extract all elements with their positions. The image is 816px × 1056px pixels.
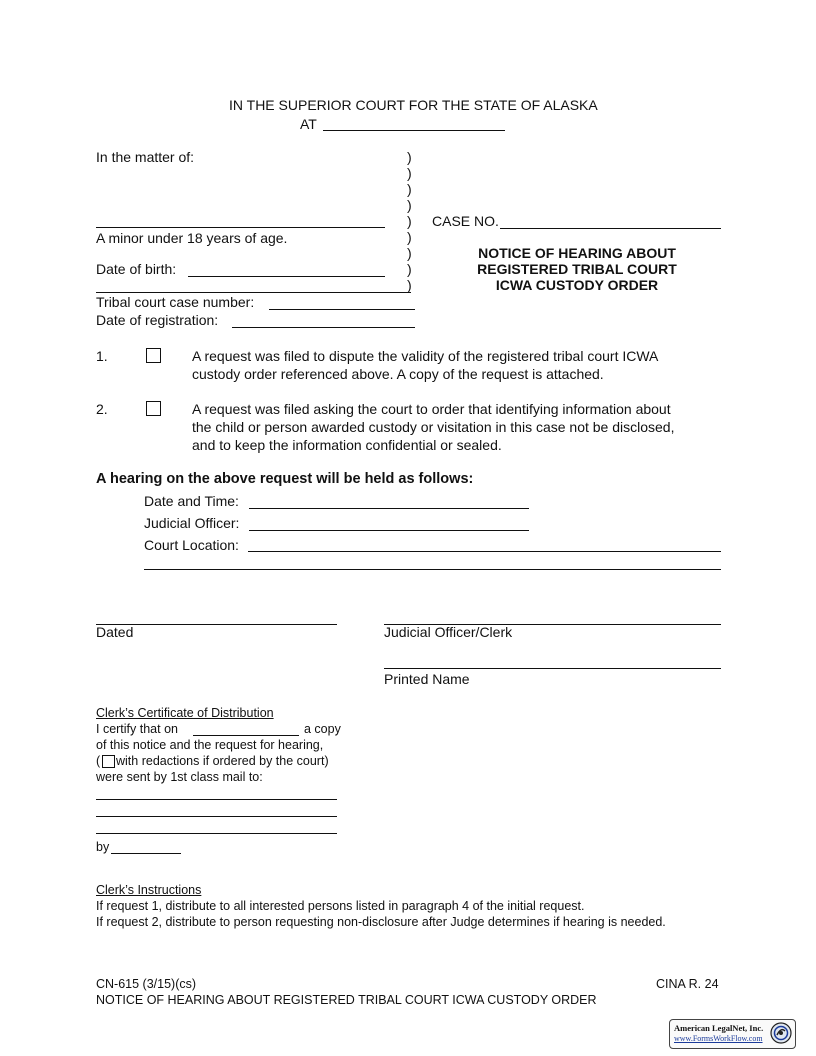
court-heading: IN THE SUPERIOR COURT FOR THE STATE OF ALASKA (229, 97, 598, 113)
court-location-field[interactable] (248, 551, 721, 552)
court-location-field-line2[interactable] (144, 569, 721, 570)
date-time-label: Date and Time: (144, 493, 239, 509)
printed-name-field[interactable] (384, 668, 721, 669)
caption-paren: ) (407, 181, 412, 197)
form-number: CN-615 (3/15)(cs) (96, 977, 197, 991)
caption-paren: ) (407, 229, 412, 245)
dated-label: Dated (96, 624, 134, 640)
caption-paren: ) (407, 197, 412, 213)
item-text: the child or person awarded custody or visitation in this case not be disclosed, (192, 419, 675, 435)
certificate-heading: Clerk’s Certificate of Distribution (96, 706, 274, 720)
court-location-field[interactable] (323, 130, 505, 131)
logo-company: American LegalNet, Inc. (674, 1023, 764, 1033)
court-location-label: Court Location: (144, 537, 239, 553)
request-2-checkbox[interactable] (146, 401, 161, 416)
minor-label: A minor under 18 years of age. (96, 230, 288, 246)
publisher-logo[interactable] (669, 1019, 796, 1049)
at-label: AT (300, 116, 317, 132)
minor-name-field[interactable] (96, 227, 385, 228)
caption-bottom-rule (96, 292, 411, 293)
footer-form-title: NOTICE OF HEARING ABOUT REGISTERED TRIBAL COURT ICWA CUSTODY ORDER (96, 993, 597, 1007)
judicial-officer-field[interactable] (249, 530, 529, 531)
form-title-line2: REGISTERED TRIBAL COURT (477, 261, 677, 277)
redactions-checkbox[interactable] (102, 755, 115, 768)
hearing-heading: A hearing on the above request will be held as follows: (96, 471, 474, 487)
certificate-text: I certify that on (96, 722, 178, 736)
item-number: 1. (96, 348, 108, 364)
printed-name-label: Printed Name (384, 671, 470, 687)
matter-label: In the matter of: (96, 149, 195, 165)
certificate-text: ( (96, 754, 101, 768)
mail-recipient-field[interactable] (96, 799, 337, 800)
tribal-case-field[interactable] (269, 309, 415, 310)
caption-paren: ) (407, 149, 412, 165)
judicial-officer-label: Judicial Officer: (144, 515, 240, 531)
item-text: custody order referenced above. A copy of the request is attached. (192, 366, 604, 382)
case-no-field[interactable] (500, 228, 721, 229)
tribal-case-label: Tribal court case number: (96, 294, 255, 310)
date-time-field[interactable] (249, 508, 529, 509)
form-title-line1: NOTICE OF HEARING ABOUT (478, 245, 676, 261)
rule-reference: CINA R. 24 (656, 977, 719, 991)
certificate-date-field[interactable] (193, 735, 299, 736)
certificate-text: of this notice and the request for hearing, (96, 738, 324, 752)
mail-recipient-field[interactable] (96, 816, 337, 817)
form-title-line3: ICWA CUSTODY ORDER (495, 277, 659, 293)
caption-paren: ) (407, 165, 412, 181)
caption-paren: ) (407, 277, 412, 293)
registration-date-field[interactable] (232, 327, 415, 328)
caption-paren: ) (407, 245, 412, 261)
certificate-text: a copy (304, 722, 341, 736)
item-text: A request was filed to dispute the validity of the registered tribal court ICWA (192, 348, 659, 364)
item-text: A request was filed asking the court to order that identifying information about (192, 401, 671, 417)
instructions-heading: Clerk’s Instructions (96, 883, 202, 897)
clerk-initials-field[interactable] (111, 853, 181, 854)
officer-label: Judicial Officer/Clerk (384, 624, 513, 640)
item-text: and to keep the information confidential or sealed. (192, 437, 502, 453)
registration-label: Date of registration: (96, 312, 219, 328)
case-no-label: CASE NO. (432, 213, 499, 229)
caption-paren: ) (407, 261, 412, 277)
logo-website[interactable]: www.FormsWorkFlow.com (674, 1034, 763, 1043)
mail-recipient-field[interactable] (96, 833, 337, 834)
instruction-line: If request 2, distribute to person requesting non-disclosure after Judge determines if hearing is needed. (96, 915, 666, 929)
item-number: 2. (96, 401, 108, 417)
certificate-text: with redactions if ordered by the court) (116, 754, 329, 768)
globe-icon (770, 1022, 792, 1044)
request-1-checkbox[interactable] (146, 348, 161, 363)
certificate-text: were sent by 1st class mail to: (96, 770, 263, 784)
dob-field[interactable] (188, 276, 385, 277)
instruction-line: If request 1, distribute to all interested persons listed in paragraph 4 of the initial request. (96, 899, 585, 913)
by-label: by (96, 840, 110, 854)
caption-paren: ) (407, 213, 412, 229)
dob-label: Date of birth: (96, 261, 177, 277)
